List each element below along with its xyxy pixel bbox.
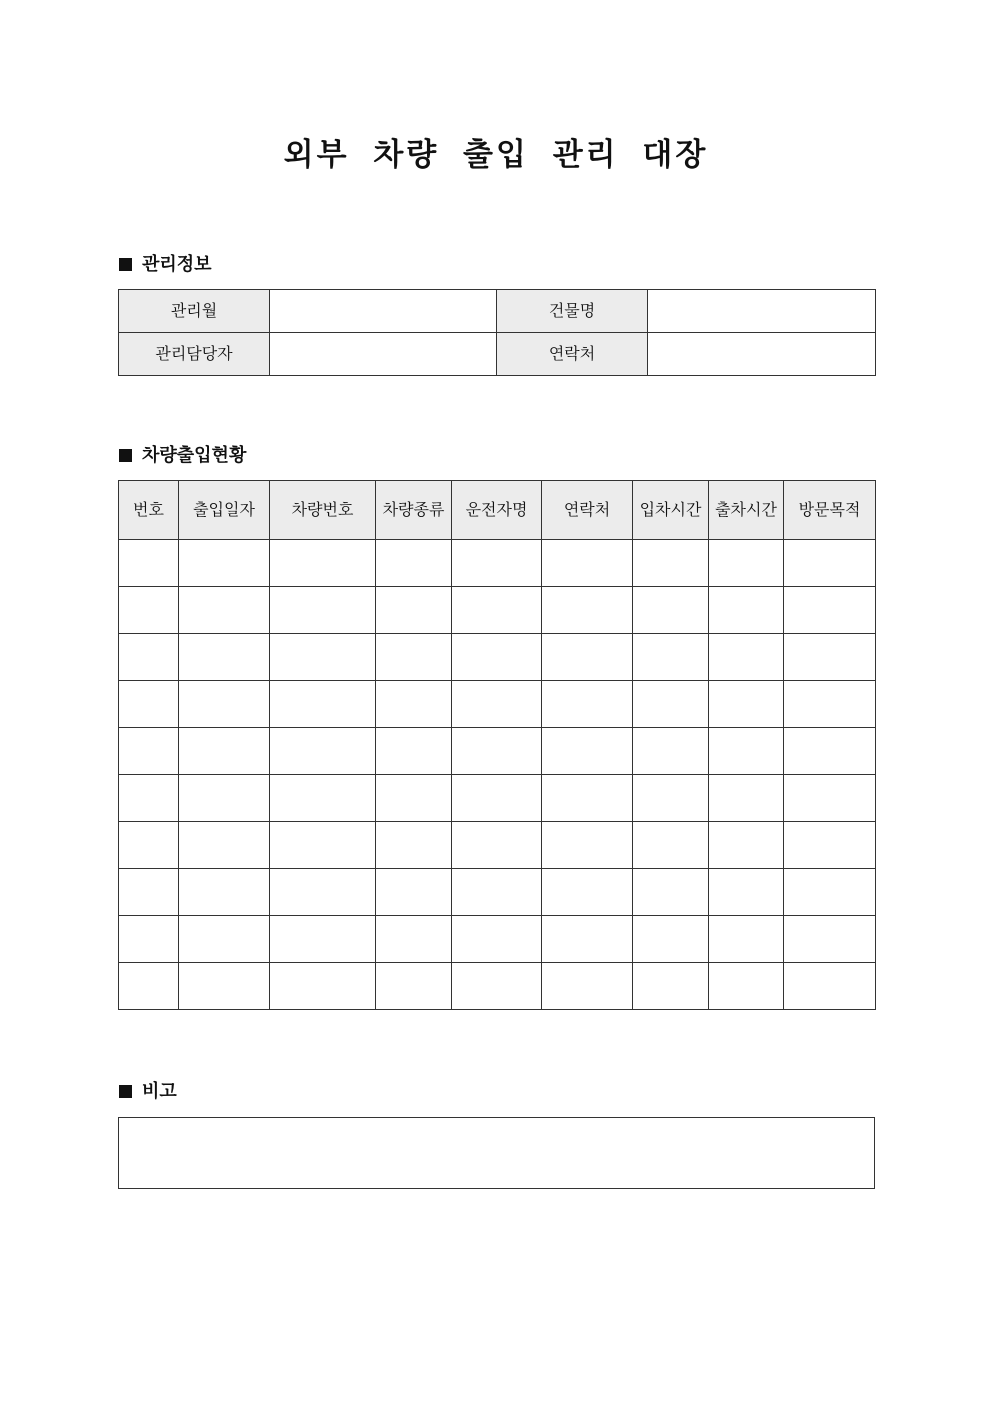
table-cell[interactable] xyxy=(270,681,376,728)
section-heading-text: 관리정보 xyxy=(142,254,212,275)
table-row xyxy=(119,587,876,634)
table-cell[interactable] xyxy=(633,822,709,869)
building-name-field[interactable] xyxy=(648,290,876,333)
table-cell[interactable] xyxy=(784,587,876,634)
table-row xyxy=(119,634,876,681)
table-cell[interactable] xyxy=(119,869,179,916)
column-header: 차량번호 xyxy=(270,481,376,540)
table-cell[interactable] xyxy=(784,963,876,1010)
table-cell[interactable] xyxy=(452,587,542,634)
table-cell[interactable] xyxy=(633,775,709,822)
table-cell[interactable] xyxy=(709,681,784,728)
table-cell[interactable] xyxy=(376,540,452,587)
table-cell[interactable] xyxy=(119,587,179,634)
table-cell[interactable] xyxy=(270,916,376,963)
column-header: 번호 xyxy=(119,481,179,540)
table-cell[interactable] xyxy=(784,540,876,587)
table-cell[interactable] xyxy=(270,728,376,775)
manager-label: 관리담당자 xyxy=(119,333,270,376)
table-cell[interactable] xyxy=(542,916,633,963)
table-cell[interactable] xyxy=(179,540,270,587)
section-heading-vehicle-access xyxy=(119,444,246,468)
table-cell[interactable] xyxy=(270,869,376,916)
table-cell[interactable] xyxy=(376,822,452,869)
table-cell[interactable] xyxy=(784,775,876,822)
table-cell[interactable] xyxy=(452,916,542,963)
table-cell[interactable] xyxy=(784,822,876,869)
table-cell[interactable] xyxy=(376,775,452,822)
table-cell[interactable] xyxy=(119,634,179,681)
table-header-row xyxy=(119,481,876,540)
table-cell[interactable] xyxy=(270,540,376,587)
table-cell[interactable] xyxy=(784,728,876,775)
table-cell[interactable] xyxy=(784,869,876,916)
column-header: 출입일자 xyxy=(179,481,270,540)
table-cell[interactable] xyxy=(784,634,876,681)
table-cell[interactable] xyxy=(542,963,633,1010)
column-header: 운전자명 xyxy=(452,481,542,540)
table-cell[interactable] xyxy=(179,728,270,775)
table-cell[interactable] xyxy=(709,634,784,681)
contact-field[interactable] xyxy=(648,333,876,376)
table-cell[interactable] xyxy=(179,916,270,963)
table-cell[interactable] xyxy=(270,634,376,681)
table-cell[interactable] xyxy=(179,634,270,681)
table-cell[interactable] xyxy=(179,681,270,728)
table-cell[interactable] xyxy=(709,540,784,587)
table-cell[interactable] xyxy=(784,916,876,963)
table-cell[interactable] xyxy=(709,822,784,869)
table-cell[interactable] xyxy=(179,869,270,916)
contact-label: 연락처 xyxy=(497,333,648,376)
table-cell[interactable] xyxy=(119,963,179,1010)
manager-field[interactable] xyxy=(270,333,497,376)
month-label: 관리월 xyxy=(119,290,270,333)
table-cell[interactable] xyxy=(452,963,542,1010)
table-cell[interactable] xyxy=(633,634,709,681)
table-cell[interactable] xyxy=(376,681,452,728)
table-cell[interactable] xyxy=(119,540,179,587)
table-cell[interactable] xyxy=(633,681,709,728)
remarks-field[interactable] xyxy=(118,1117,875,1189)
column-header: 방문목적 xyxy=(784,481,876,540)
table-row xyxy=(119,728,876,775)
table-cell[interactable] xyxy=(179,822,270,869)
table-row xyxy=(119,963,876,1010)
table-cell[interactable] xyxy=(542,775,633,822)
table-cell[interactable] xyxy=(709,728,784,775)
table-cell[interactable] xyxy=(709,869,784,916)
table-cell[interactable] xyxy=(633,869,709,916)
table-cell[interactable] xyxy=(179,775,270,822)
table-row xyxy=(119,869,876,916)
month-field[interactable] xyxy=(270,290,497,333)
table-cell[interactable] xyxy=(542,540,633,587)
table-cell[interactable] xyxy=(709,963,784,1010)
table-cell[interactable] xyxy=(452,728,542,775)
table-cell[interactable] xyxy=(376,869,452,916)
table-cell[interactable] xyxy=(179,963,270,1010)
vehicle-access-table xyxy=(118,480,876,1010)
column-header: 연락처 xyxy=(542,481,633,540)
table-cell[interactable] xyxy=(119,822,179,869)
table-row xyxy=(119,822,876,869)
table-cell[interactable] xyxy=(709,587,784,634)
table-cell[interactable] xyxy=(270,587,376,634)
section-heading-remarks xyxy=(119,1080,177,1104)
table-row xyxy=(119,681,876,728)
table-cell[interactable] xyxy=(452,681,542,728)
table-cell[interactable] xyxy=(542,869,633,916)
column-header: 출차시간 xyxy=(709,481,784,540)
table-cell[interactable] xyxy=(633,963,709,1010)
table-row xyxy=(119,540,876,587)
section-heading-text: 차량출입현황 xyxy=(142,445,247,466)
table-row xyxy=(119,290,876,333)
table-cell[interactable] xyxy=(119,681,179,728)
table-cell[interactable] xyxy=(270,963,376,1010)
table-cell[interactable] xyxy=(452,822,542,869)
table-cell[interactable] xyxy=(542,634,633,681)
table-cell[interactable] xyxy=(376,728,452,775)
column-header: 입차시간 xyxy=(633,481,709,540)
table-cell[interactable] xyxy=(270,775,376,822)
table-cell[interactable] xyxy=(542,681,633,728)
table-cell[interactable] xyxy=(179,587,270,634)
table-cell[interactable] xyxy=(542,728,633,775)
table-cell[interactable] xyxy=(542,822,633,869)
table-cell[interactable] xyxy=(376,587,452,634)
management-info-table xyxy=(118,289,876,376)
table-cell[interactable] xyxy=(376,916,452,963)
table-cell[interactable] xyxy=(376,963,452,1010)
table-cell[interactable] xyxy=(452,869,542,916)
table-cell[interactable] xyxy=(376,634,452,681)
table-cell[interactable] xyxy=(270,822,376,869)
table-cell[interactable] xyxy=(542,587,633,634)
table-cell[interactable] xyxy=(452,540,542,587)
table-cell[interactable] xyxy=(784,681,876,728)
table-cell[interactable] xyxy=(119,775,179,822)
table-cell[interactable] xyxy=(633,540,709,587)
table-row xyxy=(119,775,876,822)
table-cell[interactable] xyxy=(119,728,179,775)
table-cell[interactable] xyxy=(633,916,709,963)
table-row xyxy=(119,333,876,376)
section-heading-text: 비고 xyxy=(142,1081,177,1102)
section-heading-management-info xyxy=(119,253,212,277)
table-cell[interactable] xyxy=(633,728,709,775)
table-cell[interactable] xyxy=(709,775,784,822)
square-bullet-icon xyxy=(119,449,132,462)
building-name-label: 건물명 xyxy=(497,290,648,333)
square-bullet-icon xyxy=(119,258,132,271)
table-cell[interactable] xyxy=(452,775,542,822)
table-cell[interactable] xyxy=(119,916,179,963)
square-bullet-icon xyxy=(119,1085,132,1098)
table-cell[interactable] xyxy=(709,916,784,963)
table-cell[interactable] xyxy=(633,587,709,634)
table-cell[interactable] xyxy=(452,634,542,681)
column-header: 차량종류 xyxy=(376,481,452,540)
table-row xyxy=(119,916,876,963)
document-title: 외부 차량 출입 관리 대장 xyxy=(283,137,709,173)
